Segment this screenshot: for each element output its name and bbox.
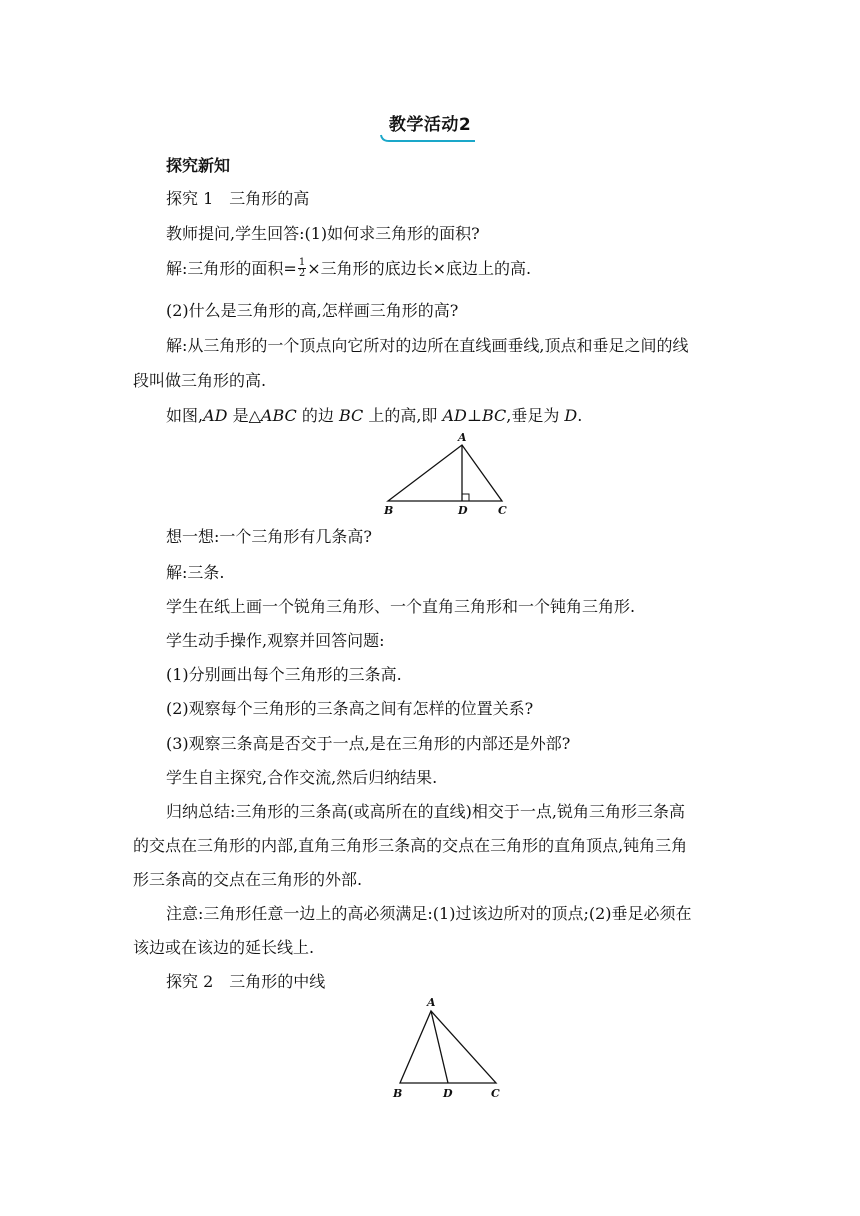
answer-1 (166, 259, 531, 280)
step-2: (2)观察每个三角形的三条高之间有怎样的位置关系? (166, 699, 534, 718)
example-text-3: 上的高,即 (363, 406, 443, 425)
example-text-4: ,垂足为 (506, 406, 565, 425)
fraction-one-half (298, 258, 306, 279)
section-heading: 探究新知 (166, 156, 231, 175)
side-bc-2: BC (481, 406, 507, 425)
summary-line-1: 归纳总结:三角形的三条高(或高所在的直线)相交于一点,锐角三角形三条高 (166, 802, 685, 821)
explore1-heading: 探究 1 三角形的高 (166, 189, 310, 208)
fraction-denominator: 2 (298, 268, 306, 279)
median-ad (431, 1011, 448, 1083)
triangle-abc: ABC (260, 406, 297, 425)
segment-ad-2: AD (442, 406, 467, 425)
summary-line-2: 的交点在三角形的内部,直角三角形三条高的交点在三角形的直角顶点,钝角三角 (133, 836, 688, 855)
point-d: D (564, 406, 578, 425)
step-1: (1)分别画出每个三角形的三条高. (166, 665, 402, 684)
summary-line-3: 形三条高的交点在三角形的外部. (133, 870, 363, 889)
label-b: B (384, 504, 394, 517)
self-explore: 学生自主探究,合作交流,然后归纳结果. (166, 768, 438, 787)
question-2: (2)什么是三角形的高,怎样画三角形的高? (166, 301, 459, 320)
perpendicular-symbol: ⊥ (466, 406, 482, 425)
question-1: 教师提问,学生回答:(1)如何求三角形的面积? (166, 224, 480, 243)
think-question: 想一想:一个三角形有几条高? (166, 527, 372, 546)
task-observe: 学生动手操作,观察并回答问题: (166, 631, 385, 650)
page-title (385, 110, 475, 139)
note-line-1: 注意:三角形任意一边上的高必须满足:(1)过该边所对的顶点;(2)垂足必须在 (166, 904, 692, 923)
example-text-1: 是△ (227, 406, 261, 425)
segment-ad: AD (203, 406, 228, 425)
explore2-heading: 探究 2 三角形的中线 (166, 972, 326, 991)
side-bc: BC (338, 406, 364, 425)
label-d-2: D (443, 1087, 453, 1100)
note-line-2: 该边或在该边的延长线上. (133, 938, 315, 957)
answer-1-prefix: 解:三角形的面积= (166, 259, 297, 278)
triangle-abc-median-shape (400, 1011, 496, 1083)
triangle-abc-shape (388, 445, 502, 501)
label-a: A (458, 431, 467, 444)
label-b-2: B (393, 1087, 403, 1100)
example-period: . (577, 406, 583, 425)
altitude-figure (380, 430, 520, 520)
median-figure (388, 995, 508, 1105)
label-a-2: A (427, 996, 436, 1009)
task-draw: 学生在纸上画一个锐角三角形、一个直角三角形和一个钝角三角形. (166, 597, 636, 616)
label-d: D (458, 504, 468, 517)
fraction-numerator: 1 (298, 257, 306, 268)
example-prefix: 如图, (166, 406, 204, 425)
label-c: C (498, 504, 507, 517)
example-sentence (166, 406, 582, 426)
example-text-2: 的边 (296, 406, 339, 425)
answer-1-suffix: ×三角形的底边长×底边上的高. (307, 259, 532, 278)
step-3: (3)观察三条高是否交于一点,是在三角形的内部还是外部? (166, 734, 571, 753)
title-area (0, 110, 860, 139)
answer-2-line-1: 解:从三角形的一个顶点向它所对的边所在直线画垂线,顶点和垂足之间的线 (166, 336, 689, 355)
label-c-2: C (491, 1087, 500, 1100)
answer-2-line-2: 段叫做三角形的高. (133, 371, 267, 390)
think-answer: 解:三条. (166, 563, 225, 582)
right-angle-mark (462, 494, 469, 501)
title-underline (379, 133, 479, 143)
page-title-text: 教学活动2 (388, 115, 472, 135)
